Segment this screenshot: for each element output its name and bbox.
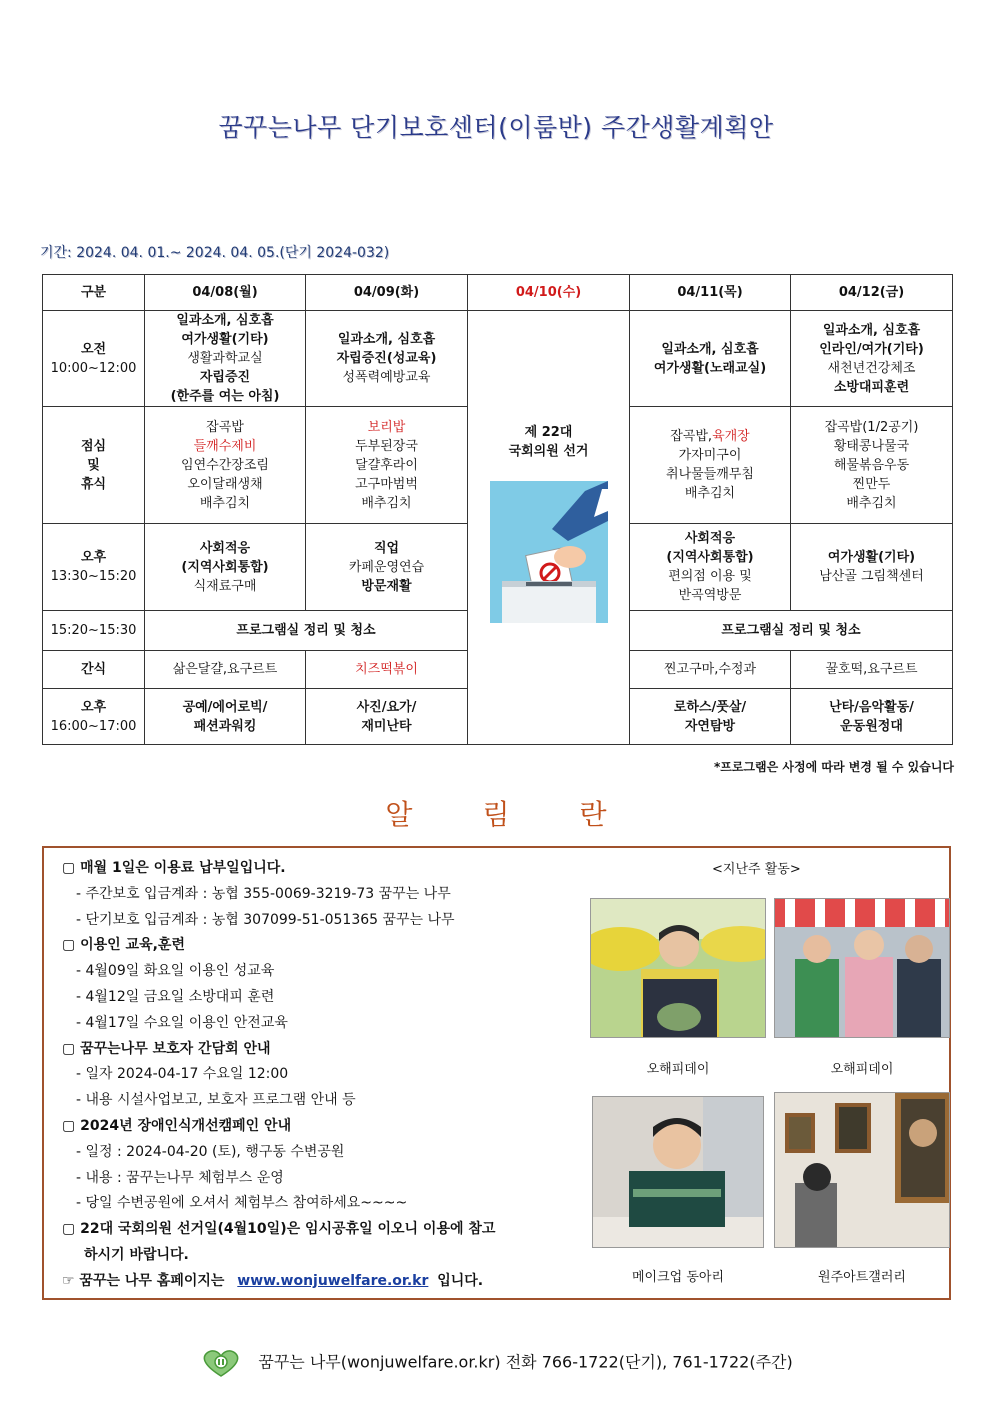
menu-line: 해물볶음우동 [833, 457, 910, 473]
menu-line: 잡곡밥(1/2공기) [824, 419, 919, 435]
photo-makeup-club-image [593, 1097, 764, 1248]
lunch-tue [306, 407, 468, 524]
menu-line: 배추김치 [361, 495, 412, 511]
cleanup-label: 15:20~15:30 [43, 611, 145, 651]
morning-mon [145, 311, 306, 407]
cell-line: 사회적응 [199, 540, 251, 556]
morning-label-2: 10:00~12:00 [50, 360, 137, 376]
header-fri: 04/12(금) [791, 275, 953, 311]
menu-soup: 육개장 [712, 429, 750, 444]
notice-title: 알림란 [385, 798, 677, 831]
snack-thu: 찐고구마,수정과 [630, 651, 791, 689]
morning-label-1: 오전 [80, 341, 107, 357]
cell-line: 생활과학교실 [187, 351, 263, 366]
photos-title: <지난주 활동> [712, 862, 801, 877]
menu-line: 배추김치 [846, 495, 897, 511]
photo-art-gallery [774, 1092, 950, 1248]
footer-text: 꿈꾸는 나무(wonjuwelfare.or.kr) 전화 766-1722(단기), 761-1722(주간) [258, 1352, 793, 1372]
notice-item: - 주간보호 입금계좌 : 농협 355-0069-3219-73 꿈꾸는 나무 [76, 885, 451, 902]
period-label: 기간: 2024. 04. 01.~ 2024. 04. 05.(단기 2024-032) [40, 245, 390, 261]
cell-line: 운동원정대 [840, 718, 903, 734]
homepage-suffix: 입니다. [437, 1272, 484, 1289]
lunch-label-1: 점심 [80, 438, 107, 454]
menu-line: 두부된장국 [355, 438, 418, 454]
afternoon-label-1: 오후 [80, 550, 107, 565]
morning-fri [791, 311, 953, 407]
notice-box [42, 846, 951, 1300]
cell-line: 자연탐방 [684, 718, 736, 734]
schedule-change-note: *프로그램은 사정에 따라 변경 될 수 있습니다 [714, 760, 954, 774]
late-tue [306, 689, 468, 745]
cell-line: 재미난타 [361, 718, 412, 734]
election-line-1: 제 22대 [524, 424, 573, 440]
menu-line: 배추김치 [199, 495, 251, 511]
notice-item: - 단기보호 입금계좌 : 농협 307099-51-051365 꿈꾸는 나무 [76, 911, 455, 928]
late-fri [791, 689, 953, 745]
snack-mon: 삶은달걀,요구르트 [145, 651, 306, 689]
cell-line: 사회적응 [684, 531, 736, 546]
notice-heading: ▢ 매월 1일은 이용료 납부일입니다. [62, 860, 286, 876]
cell-line: 식재료구매 [193, 578, 257, 594]
cell-line: (지역사회통합) [181, 559, 269, 575]
cell-line: 패션과워킹 [193, 718, 257, 734]
notice-item: - 4월12일 금요일 소방대피 훈련 [76, 988, 275, 1005]
morning-thu [630, 311, 791, 407]
morning-tue [306, 311, 468, 407]
notice-item: - 당일 수변공원에 오셔서 체험부스 참여하세요~~~~ [76, 1195, 408, 1212]
cell-line: 로하스/풋살/ [673, 699, 747, 715]
lunch-label-3: 휴식 [80, 476, 107, 492]
menu-line: 찐만두 [852, 476, 891, 492]
photo-happyday-2 [774, 898, 950, 1038]
caption-art-gallery: 원주아트갤러리 [818, 1270, 906, 1285]
late-mon [145, 689, 306, 745]
notice-heading: ▢ 이용인 교육,훈련 [62, 937, 185, 954]
photo-makeup-club [592, 1096, 764, 1248]
lunch-label-2: 및 [87, 457, 100, 473]
late-thu [630, 689, 791, 745]
heart-logo-icon [199, 1348, 243, 1378]
cell-line: 일과소개, 심호흡 [176, 313, 274, 328]
afternoon-label [43, 524, 145, 611]
cell-line: 편의점 이용 및 [668, 569, 752, 584]
cell-line: 반곡역방문 [678, 588, 742, 603]
cell-line: 성폭력예방교육 [342, 370, 431, 385]
cell-line: 일과소개, 심호흡 [822, 322, 921, 338]
homepage-line [62, 1269, 582, 1295]
notice-item: - 4월17일 수요일 이용인 안전교육 [76, 1014, 288, 1031]
notice-item: - 내용 : 꿈꾸는나무 체험부스 운영 [76, 1169, 284, 1186]
footer [0, 1348, 992, 1378]
cell-line: 소방대피훈련 [833, 379, 910, 395]
menu-line: 취나물들깨무침 [666, 467, 754, 482]
cell-line: 공예/에어로빅/ [182, 699, 268, 715]
weekly-schedule-table [42, 274, 953, 745]
cell-line: 직업 [373, 540, 400, 556]
afternoon-fri [791, 524, 953, 611]
late-label-1: 오후 [80, 699, 107, 715]
cell-line: 방문재활 [361, 578, 412, 594]
menu-line: 임연수간장조림 [181, 457, 269, 473]
notice-heading-cont: 하시기 바랍니다. [84, 1246, 189, 1263]
photo-happyday-2-image [775, 899, 950, 1038]
afternoon-label-2: 13:30~15:20 [50, 569, 137, 584]
snack-tue: 치즈떡볶이 [306, 651, 468, 689]
menu-line: 오이달래생채 [187, 476, 263, 492]
menu-line: 황태콩나물국 [833, 438, 910, 454]
menu-line: 가자미구이 [678, 448, 742, 463]
cell-line: 새천년건강체조 [827, 360, 916, 376]
header-thu: 04/11(목) [630, 275, 791, 311]
header-category: 구분 [43, 275, 145, 311]
notice-item: - 4월09일 화요일 이용인 성교육 [76, 963, 275, 980]
cell-line: 난타/음악활동/ [829, 699, 914, 715]
notice-heading: ▢ 2024년 장애인식개선캠페인 안내 [62, 1117, 292, 1134]
cell-line: (한주를 여는 아침) [170, 389, 280, 404]
lunch-mon [145, 407, 306, 524]
header-row [43, 275, 953, 311]
caption-happyday-1: 오해피데이 [646, 1062, 710, 1077]
snack-label: 간식 [43, 651, 145, 689]
cell-line: 여가생활(기타) [181, 332, 269, 347]
afternoon-mon [145, 524, 306, 611]
cleanup-right: 프로그램실 정리 및 청소 [630, 611, 953, 651]
morning-row [43, 311, 953, 407]
menu-line: 고구마범벅 [355, 476, 418, 492]
cell-line: 일과소개, 심호흡 [661, 341, 759, 357]
cell-line: (지역사회통합) [666, 550, 754, 565]
election-line-2: 국회의원 선거 [508, 443, 589, 459]
cell-line: 일과소개, 심호흡 [337, 332, 436, 347]
menu-rice: 잡곡밥, [670, 429, 713, 444]
notice-list [62, 856, 582, 1295]
notice-heading: ▢ 꿈꾸는나무 보호자 간담회 안내 [62, 1040, 271, 1057]
cell-line: 남산골 그림책센터 [819, 569, 924, 584]
cell-line: 사진/요가/ [356, 699, 417, 715]
late-label [43, 689, 145, 745]
notice-item: - 일정 : 2024-04-20 (토), 행구동 수변공원 [76, 1143, 345, 1160]
lunch-thu [630, 407, 791, 524]
caption-makeup-club: 메이크업 동아리 [631, 1270, 725, 1285]
ballot-box-illustration [490, 481, 608, 623]
menu-line: 들깨수제비 [193, 438, 257, 454]
snack-fri: 꿀호떡,요구르트 [791, 651, 953, 689]
lunch-fri [791, 407, 953, 524]
cell-line: 여가생활(기타) [827, 550, 916, 565]
page-title: 꿈꾸는나무 단기보호센터(이룸반) 주간생활계획안 [218, 113, 774, 142]
header-wed: 04/10(수) [468, 275, 630, 311]
afternoon-tue [306, 524, 468, 611]
photo-art-gallery-image [775, 1093, 950, 1248]
notice-heading: ▢ 22대 국회의원 선거일(4월10일)은 임시공휴일 이오니 이용에 참고 [62, 1221, 496, 1238]
notice-item: - 일자 2024-04-17 수요일 12:00 [76, 1066, 289, 1083]
homepage-prefix: ☞ 꿈꾸는 나무 홈페이지는 [62, 1272, 225, 1289]
homepage-link[interactable]: www.wonjuwelfare.or.kr [237, 1272, 429, 1289]
lunch-label [43, 407, 145, 524]
menu-line: 배추김치 [684, 486, 736, 501]
cell-line: 카페운영연습 [348, 559, 425, 575]
menu-line: 잡곡밥 [206, 419, 244, 435]
wed-election-cell [468, 311, 630, 745]
late-label-2: 16:00~17:00 [50, 718, 137, 734]
photo-happyday-1-image [591, 899, 766, 1038]
notice-item: - 내용 시설사업보고, 보호자 프로그램 안내 등 [76, 1092, 356, 1109]
header-tue: 04/09(화) [306, 275, 468, 311]
menu-line: 달걀후라이 [355, 457, 418, 473]
cell-line: 자립증진(성교육) [336, 351, 437, 366]
cleanup-left: 프로그램실 정리 및 청소 [145, 611, 468, 651]
photo-happyday-1 [590, 898, 766, 1038]
afternoon-thu [630, 524, 791, 611]
menu-line [632, 427, 788, 446]
morning-label [43, 311, 145, 407]
cell-line: 자립증진 [199, 370, 251, 385]
cell-line: 여가생활(노래교실) [653, 360, 767, 376]
menu-line: 보리밥 [367, 419, 406, 435]
caption-happyday-2: 오해피데이 [830, 1062, 894, 1077]
cell-line: 인라인/여가(기타) [819, 341, 924, 357]
header-mon: 04/08(월) [145, 275, 306, 311]
